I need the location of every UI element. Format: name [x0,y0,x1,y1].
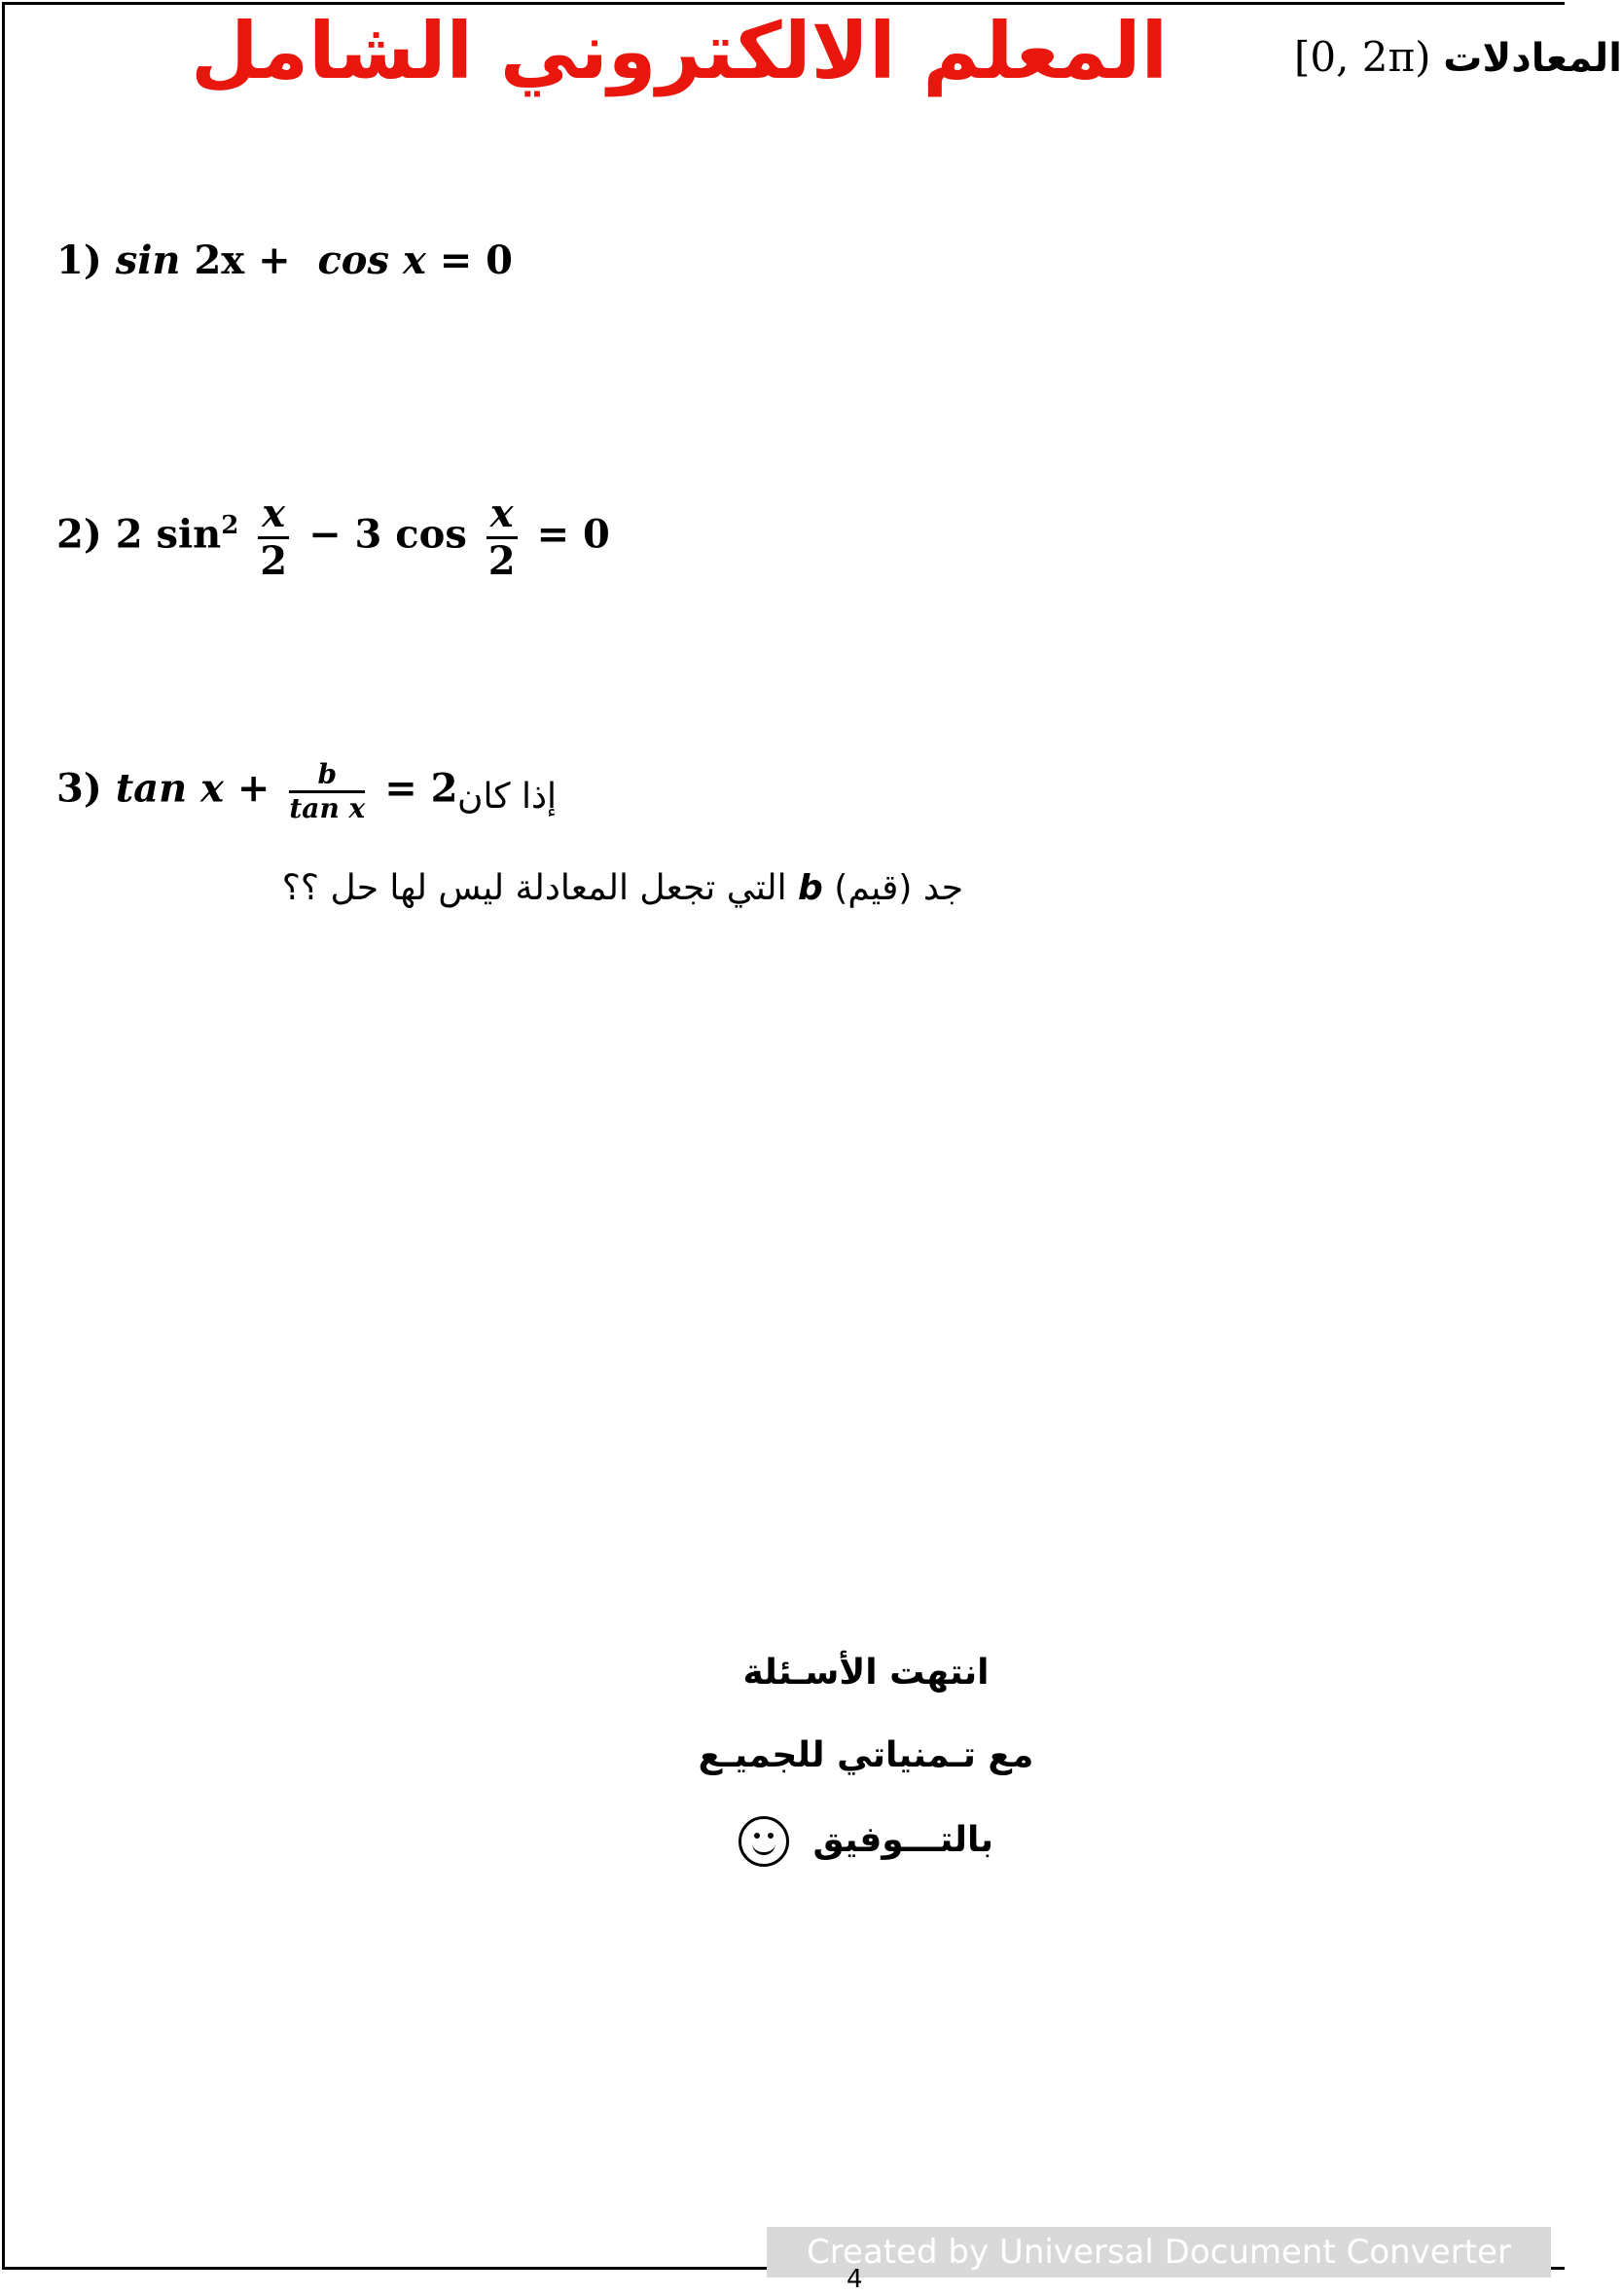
math-term: − 3 cos [308,511,467,558]
math-term: sin [115,237,181,283]
fraction-numerator: x [487,492,518,539]
math-operator: + [236,765,270,812]
fraction-denominator: 2 [260,538,288,584]
closing-line-end: انتهت الأسـئلة [742,1653,990,1693]
watermark-banner: Created by Universal Document Converter [767,2227,1551,2278]
math-rhs: = 0 [439,237,514,283]
math-rhs: = 2 [384,765,458,812]
problem-3-question [281,868,963,908]
math-term: x [402,237,426,283]
closing-line-wishes: مع تـمنياتي للجميـع [698,1735,1034,1775]
page-number: 4 [847,2265,863,2294]
question-start: جد (قيم) [834,868,963,908]
problem-2 [56,492,610,584]
math-operator: + [258,237,291,283]
problem-3 [56,759,457,824]
problem-number: 2) [56,511,102,558]
closing-line-luck [681,1816,1051,1867]
fraction-numerator: b [289,759,365,793]
math-fraction [487,492,518,584]
problem-1 [56,237,513,283]
fraction-numerator: x [258,492,289,539]
math-fraction [289,759,365,824]
math-exponent: 2 [221,511,239,541]
question-variable: b [798,868,823,908]
problem-number: 3) [56,765,102,812]
header-topic-label: المعادلات [1443,36,1622,81]
question-end: التي تجعل المعادلة ليس لها حل ؟؟ [281,868,787,908]
math-term: x [200,765,224,812]
smiley-icon [739,1816,789,1867]
fraction-denominator: tan x [289,792,366,825]
header-topic [1294,33,1622,81]
math-term: 2x [194,237,245,283]
page-frame [2,2,1565,2270]
closing-luck-text: بالتـــوفيق [812,1820,993,1860]
math-term: 2 sin [115,511,222,558]
problem-3-condition: إذا كان [457,777,558,817]
math-rhs: = 0 [536,511,610,558]
header-interval: [0, 2π) [1294,33,1431,81]
fraction-denominator: 2 [487,538,516,584]
math-fraction [258,492,289,584]
math-term: tan [115,765,188,812]
problem-number: 1) [56,237,102,283]
page-title: المعلم الالكتروني الشامل [191,6,1168,96]
math-term: cos [317,237,389,283]
